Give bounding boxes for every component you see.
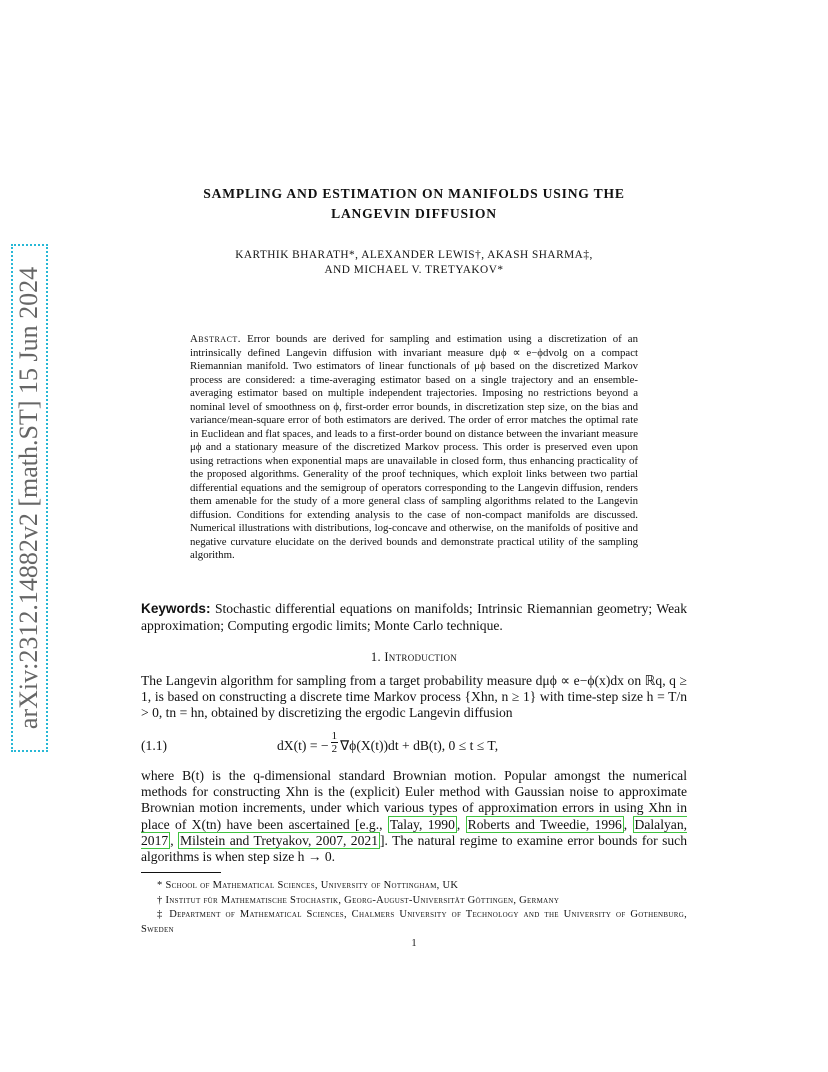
title-line-2: LANGEVIN DIFFUSION bbox=[331, 206, 497, 221]
fraction-numerator: 1 bbox=[331, 730, 338, 743]
equation-number: (1.1) bbox=[141, 738, 168, 753]
section-heading bbox=[141, 650, 687, 665]
footnote-affiliation: * School of Mathematical Sciences, University of Nottingham, UK bbox=[157, 880, 459, 891]
keywords bbox=[141, 600, 687, 634]
abstract bbox=[190, 333, 638, 563]
abstract-text: Error bounds are derived for sampling and estimation using a discretization of an intrinsically defined Langevin diffusion with invariant measure dμϕ ∝ e−ϕdvolg on a compact Riemannian manifold. Two estimators of linear functionals of μϕ based on the discretized Markov process are considered: a time-averaging estimator based on a single trajectory and an ensemble-averaging estimator based on multiple independent trajectories. Imposing no restrictions beyond a nominal level of smoothness on ϕ, first-order error bounds, in discretization step size, on the bias and variance/mean-square error of both estimators are derived. The order of error matches the optimal rate in Euclidean and flat spaces, and leads to a first-order bound on distance between the invariant measure μϕ and a stationary measure of the discretized Markov process. This order is preserved even upon using retractions when exponential maps are unavailable in closed form, thus enhancing practicality of the proposed algorithms. Generality of the proof techniques, which exploit links between two partial differential equations and the semigroup of operators corresponding to the Langevin diffusion, renders them amenable for the study of a more general class of sampling algorithms related to the Langevin diffusion. Conditions for extending analysis to the case of non-compact manifolds are discussed. Numerical illustrations with distributions, log-concave and otherwise, on the manifolds of positive and negative curvature elucidate on the derived bounds and demonstrate practical utility of the sampling algorithm. bbox=[190, 333, 638, 561]
page-number: 1 bbox=[411, 938, 417, 949]
section-number: 1. bbox=[370, 650, 381, 664]
paper-title bbox=[160, 184, 668, 224]
authors-line-1: KARTHIK BHARATH*, ALEXANDER LEWIS†, AKASH SHARMA‡, bbox=[235, 249, 593, 261]
footnote-affiliation: † Institut für Mathematische Stochastik, Georg-August-Universität Göttingen, Germany bbox=[157, 894, 560, 906]
equation-1-1 bbox=[141, 730, 687, 763]
paragraph-2-text: where B(t) is the q-dimensional standard Brownian motion. Popular amongst the numerical methods for constructing Xhn is the (explicit) Euler method with Gaussian noise to approximate Brownian motion increments, under which various types of approximation errors in using Xhn in place of X(tn) have been ascertained [e.g., bbox=[141, 768, 687, 832]
footnote-affiliation: ‡ Department of Mathematical Sciences, Chalmers University of Technology and the University of Gothenburg, Sweden bbox=[141, 909, 687, 935]
citation-link[interactable]: Talay, 1990 bbox=[389, 816, 455, 832]
intro-paragraph-1: The Langevin algorithm for sampling from a target probability measure dμϕ ∝ e−ϕ(x)dx on ℝq, q ≥ 1, is based on constructing a discrete time Markov process {Xhn, n ≥ 1} with time-step size h = T/n > 0, tn = hn, obtained by discretizing the ergodic Langevin diffusion bbox=[141, 673, 687, 721]
author-list bbox=[160, 248, 668, 278]
equation-body bbox=[277, 730, 499, 756]
citation-link[interactable]: Dalalyan, 2017 bbox=[141, 816, 688, 848]
fraction-denominator: 2 bbox=[331, 743, 338, 756]
arxiv-identifier[interactable]: arXiv:2312.14882v2 [math.ST] 15 Jun 2024 bbox=[14, 266, 43, 730]
equation-fraction bbox=[331, 730, 339, 755]
intro-paragraph-2: where B(t) is the q-dimensional standard Brownian motion. Popular amongst the numerical methods for constructing Xhn is the (explicit) Euler method with Gaussian noise to approximate Brownian motion increments, under which various types of approximation errors in using Xhn in place of X(tn) have been ascertained [e.g., Talay, 1990 , Roberts and Tweedie, 1996 , Dalalyan, 2017 , Milstein and Tretyakov, 2007, 2021 ]. The natural regime to examine error bounds for such algorithms is when step size h → 0. bbox=[141, 768, 688, 865]
footnote-rule bbox=[141, 872, 221, 873]
paragraph-2-tail: ]. The natural regime to examine error bounds for such algorithms is when step size h → 0. bbox=[141, 832, 688, 865]
citation-link[interactable]: Milstein and Tretyakov, 2007, 2021 bbox=[180, 832, 378, 848]
section-title: Introduction bbox=[384, 650, 458, 664]
keywords-label: Keywords: bbox=[141, 601, 211, 616]
citation-link[interactable]: Roberts and Tweedie, 1996 bbox=[467, 816, 622, 832]
equation-lhs: dX(t) = − bbox=[277, 738, 329, 753]
footnotes bbox=[141, 879, 687, 937]
keywords-text: Stochastic differential equations on manifolds; Intrinsic Riemannian geometry; Weak approximation; Computing ergodic limits; Monte Carlo technique. bbox=[141, 601, 687, 633]
authors-line-2: AND MICHAEL V. TRETYAKOV* bbox=[324, 264, 504, 276]
equation-rhs: ∇ϕ(X(t))dt + dB(t), 0 ≤ t ≤ T, bbox=[340, 738, 499, 753]
abstract-heading: Abstract. bbox=[190, 333, 242, 345]
title-line-1: SAMPLING AND ESTIMATION ON MANIFOLDS USING THE bbox=[203, 186, 625, 201]
